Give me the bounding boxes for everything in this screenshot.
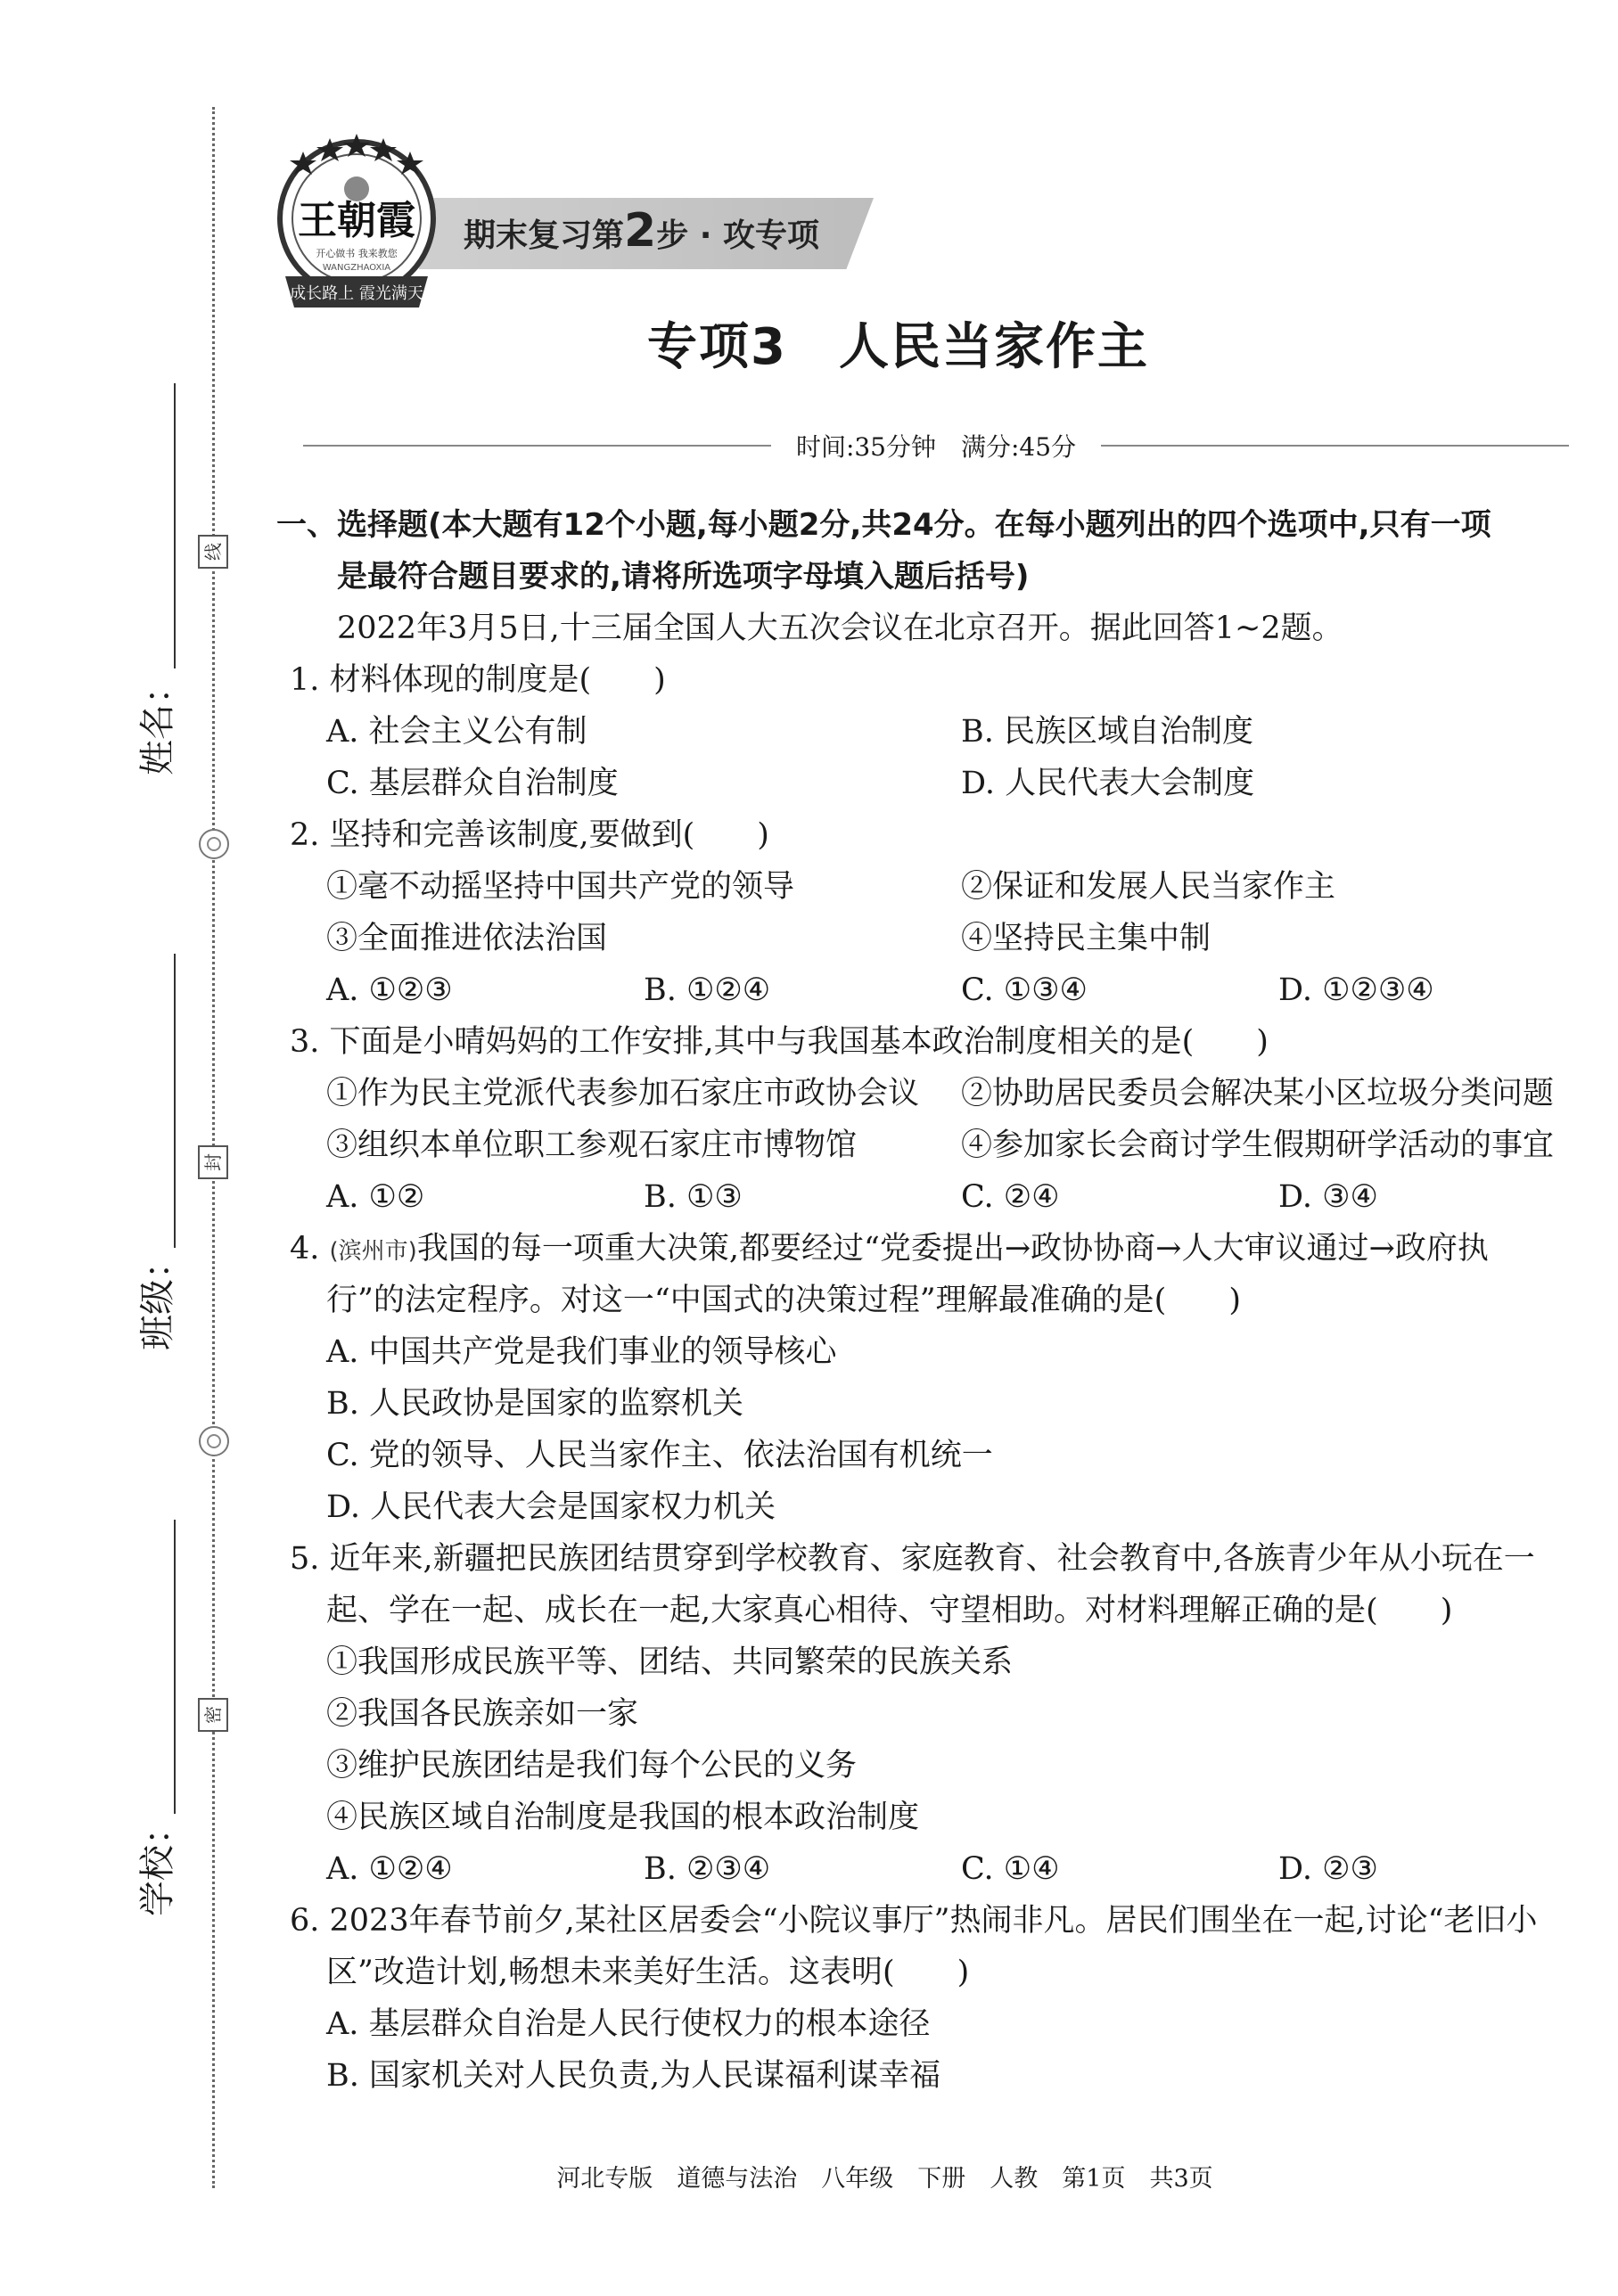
question-3-items	[276, 1119, 1596, 1171]
question-2-items	[276, 913, 1596, 964]
option-a[interactable]: A. 中国共产党是我们事业的领导核心	[326, 1334, 837, 1370]
question-3-items	[276, 1068, 1596, 1119]
source-tag: (滨州市)	[329, 1238, 417, 1265]
question-4-stem-cont: 行”的法定程序。对这一“中国式的决策过程”理解最准确的是( )	[326, 1283, 1241, 1318]
question-1-options	[276, 706, 1596, 758]
option-d[interactable]: D. ③④	[1278, 1179, 1378, 1215]
exam-time-score: 时间:35分钟 满分:45分	[795, 432, 1077, 462]
binding-circle-icon	[199, 829, 229, 859]
option-d[interactable]: D. 人民代表大会是国家权力机关	[326, 1489, 776, 1525]
option-d[interactable]: D. 人民代表大会制度	[961, 766, 1255, 801]
statement-3: ③维护民族团结是我们每个公民的义务	[326, 1748, 858, 1784]
page-footer: 河北专版 道德与法治 八年级 下册 人教 第1页 共3页	[556, 2165, 1213, 2193]
option-b[interactable]: B. ①②④	[644, 972, 771, 1008]
statement-1: ①毫不动摇坚持中国共产党的领导	[326, 869, 795, 905]
option-a[interactable]: A. 社会主义公有制	[326, 714, 587, 750]
svg-text:成长路上 霞光满天: 成长路上 霞光满天	[290, 284, 423, 303]
option-b[interactable]: B. ①③	[644, 1179, 743, 1215]
binding-mark-line: 线	[198, 535, 228, 569]
class-field-label: 班级：	[137, 1243, 178, 1350]
option-d[interactable]: D. ①②③④	[1278, 972, 1434, 1008]
option-a[interactable]: A. ①②④	[326, 1851, 453, 1887]
option-a[interactable]: A. ①②③	[326, 972, 453, 1008]
svg-text:开心做书 我来教您: 开心做书 我来教您	[316, 248, 398, 259]
question-5-stem: 5. 近年来,新疆把民族团结贯穿到学校教育、家庭教育、社会教育中,各族青少年从小玩在一	[290, 1541, 1535, 1577]
question-4-stem: 4. (滨州市)我国的每一项重大决策,都要经过“党委提出→政协协商→人大审议通过→政府执	[290, 1231, 1489, 1267]
statement-4: ④参加家长会商讨学生假期研学活动的事宜	[961, 1128, 1555, 1163]
option-c[interactable]: C. 基层群众自治制度	[326, 766, 619, 801]
question-content	[276, 499, 1596, 2102]
option-b[interactable]: B. ②③④	[644, 1851, 771, 1887]
section-heading: 一、选择题(本大题有12个小题,每小题2分,共24分。在每小题列出的四个选项中,只有一项 是最符合题目要求的,请将所选项字母填入题后括号)	[276, 507, 1491, 594]
option-a[interactable]: A. ①②	[326, 1179, 425, 1215]
question-2-stem: 2. 坚持和完善该制度,要做到( )	[290, 817, 769, 853]
question-1-stem: 1. 材料体现的制度是( )	[290, 662, 666, 698]
school-field-label: 学校：	[137, 1809, 178, 1916]
material-intro: 2022年3月5日,十三届全国人大五次会议在北京召开。据此回答1~2题。	[337, 611, 1343, 646]
statement-2: ②保证和发展人民当家作主	[961, 869, 1336, 905]
question-3-stem: 3. 下面是小晴妈妈的工作安排,其中与我国基本政治制度相关的是( )	[290, 1024, 1269, 1060]
statement-4: ④坚持民主集中制	[961, 921, 1211, 956]
question-6-stem: 6. 2023年春节前夕,某社区居委会“小院议事厅”热闹非凡。居民们围坐在一起,讨论“老旧小	[290, 1903, 1538, 1939]
question-2-options	[276, 964, 1596, 1016]
exam-meta	[303, 428, 1569, 463]
option-c[interactable]: C. ①③④	[961, 972, 1088, 1008]
question-5-options	[276, 1843, 1596, 1895]
option-c[interactable]: C. ②④	[961, 1179, 1060, 1215]
question-2-items	[276, 861, 1596, 913]
class-field-underline[interactable]	[174, 954, 176, 1248]
question-1-options	[276, 758, 1596, 809]
statement-3: ③组织本单位职工参观石家庄市博物馆	[326, 1128, 858, 1163]
option-b[interactable]: B. 国家机关对人民负责,为人民谋福利谋幸福	[326, 2058, 941, 2094]
statement-3: ③全面推进依法治国	[326, 921, 608, 956]
binding-mark-seal: 封	[198, 1145, 228, 1179]
header-banner-text: 期末复习第2步 · 攻专项	[464, 204, 819, 258]
question-6-stem-cont: 区”改造计划,畅想未来美好生活。这表明( )	[326, 1955, 970, 1990]
statement-1: ①作为民主党派代表参加石家庄市政协会议	[326, 1076, 920, 1111]
statement-1: ①我国形成民族平等、团结、共同繁荣的民族关系	[326, 1644, 1014, 1680]
binding-mark-secret: 密	[198, 1698, 228, 1732]
brand-logo	[267, 134, 446, 321]
page-title: 专项3 人民当家作主	[647, 318, 1149, 376]
name-field-label: 姓名：	[137, 668, 178, 775]
svg-text:王朝霞: 王朝霞	[298, 198, 415, 243]
svg-text:WANGZHAOXIA: WANGZHAOXIA	[322, 263, 391, 273]
statement-2: ②我国各民族亲如一家	[326, 1696, 639, 1732]
option-c[interactable]: C. 党的领导、人民当家作主、依法治国有机统一	[326, 1438, 993, 1473]
school-field-underline[interactable]	[174, 1520, 176, 1814]
question-3-options	[276, 1171, 1596, 1223]
option-b[interactable]: B. 民族区域自治制度	[961, 714, 1253, 750]
option-d[interactable]: D. ②③	[1278, 1851, 1378, 1887]
statement-2: ②协助居民委员会解决某小区垃圾分类问题	[961, 1076, 1555, 1111]
name-field-underline[interactable]	[174, 383, 176, 668]
question-5-stem-cont: 起、学在一起、成长在一起,大家真心相待、守望相助。对材料理解正确的是( )	[326, 1593, 1453, 1628]
binding-circle-icon	[199, 1426, 229, 1456]
option-c[interactable]: C. ①④	[961, 1851, 1060, 1887]
option-a[interactable]: A. 基层群众自治是人民行使权力的根本途径	[326, 2006, 931, 2042]
statement-4: ④民族区域自治制度是我国的根本政治制度	[326, 1800, 920, 1835]
option-b[interactable]: B. 人民政协是国家的监察机关	[326, 1386, 743, 1422]
